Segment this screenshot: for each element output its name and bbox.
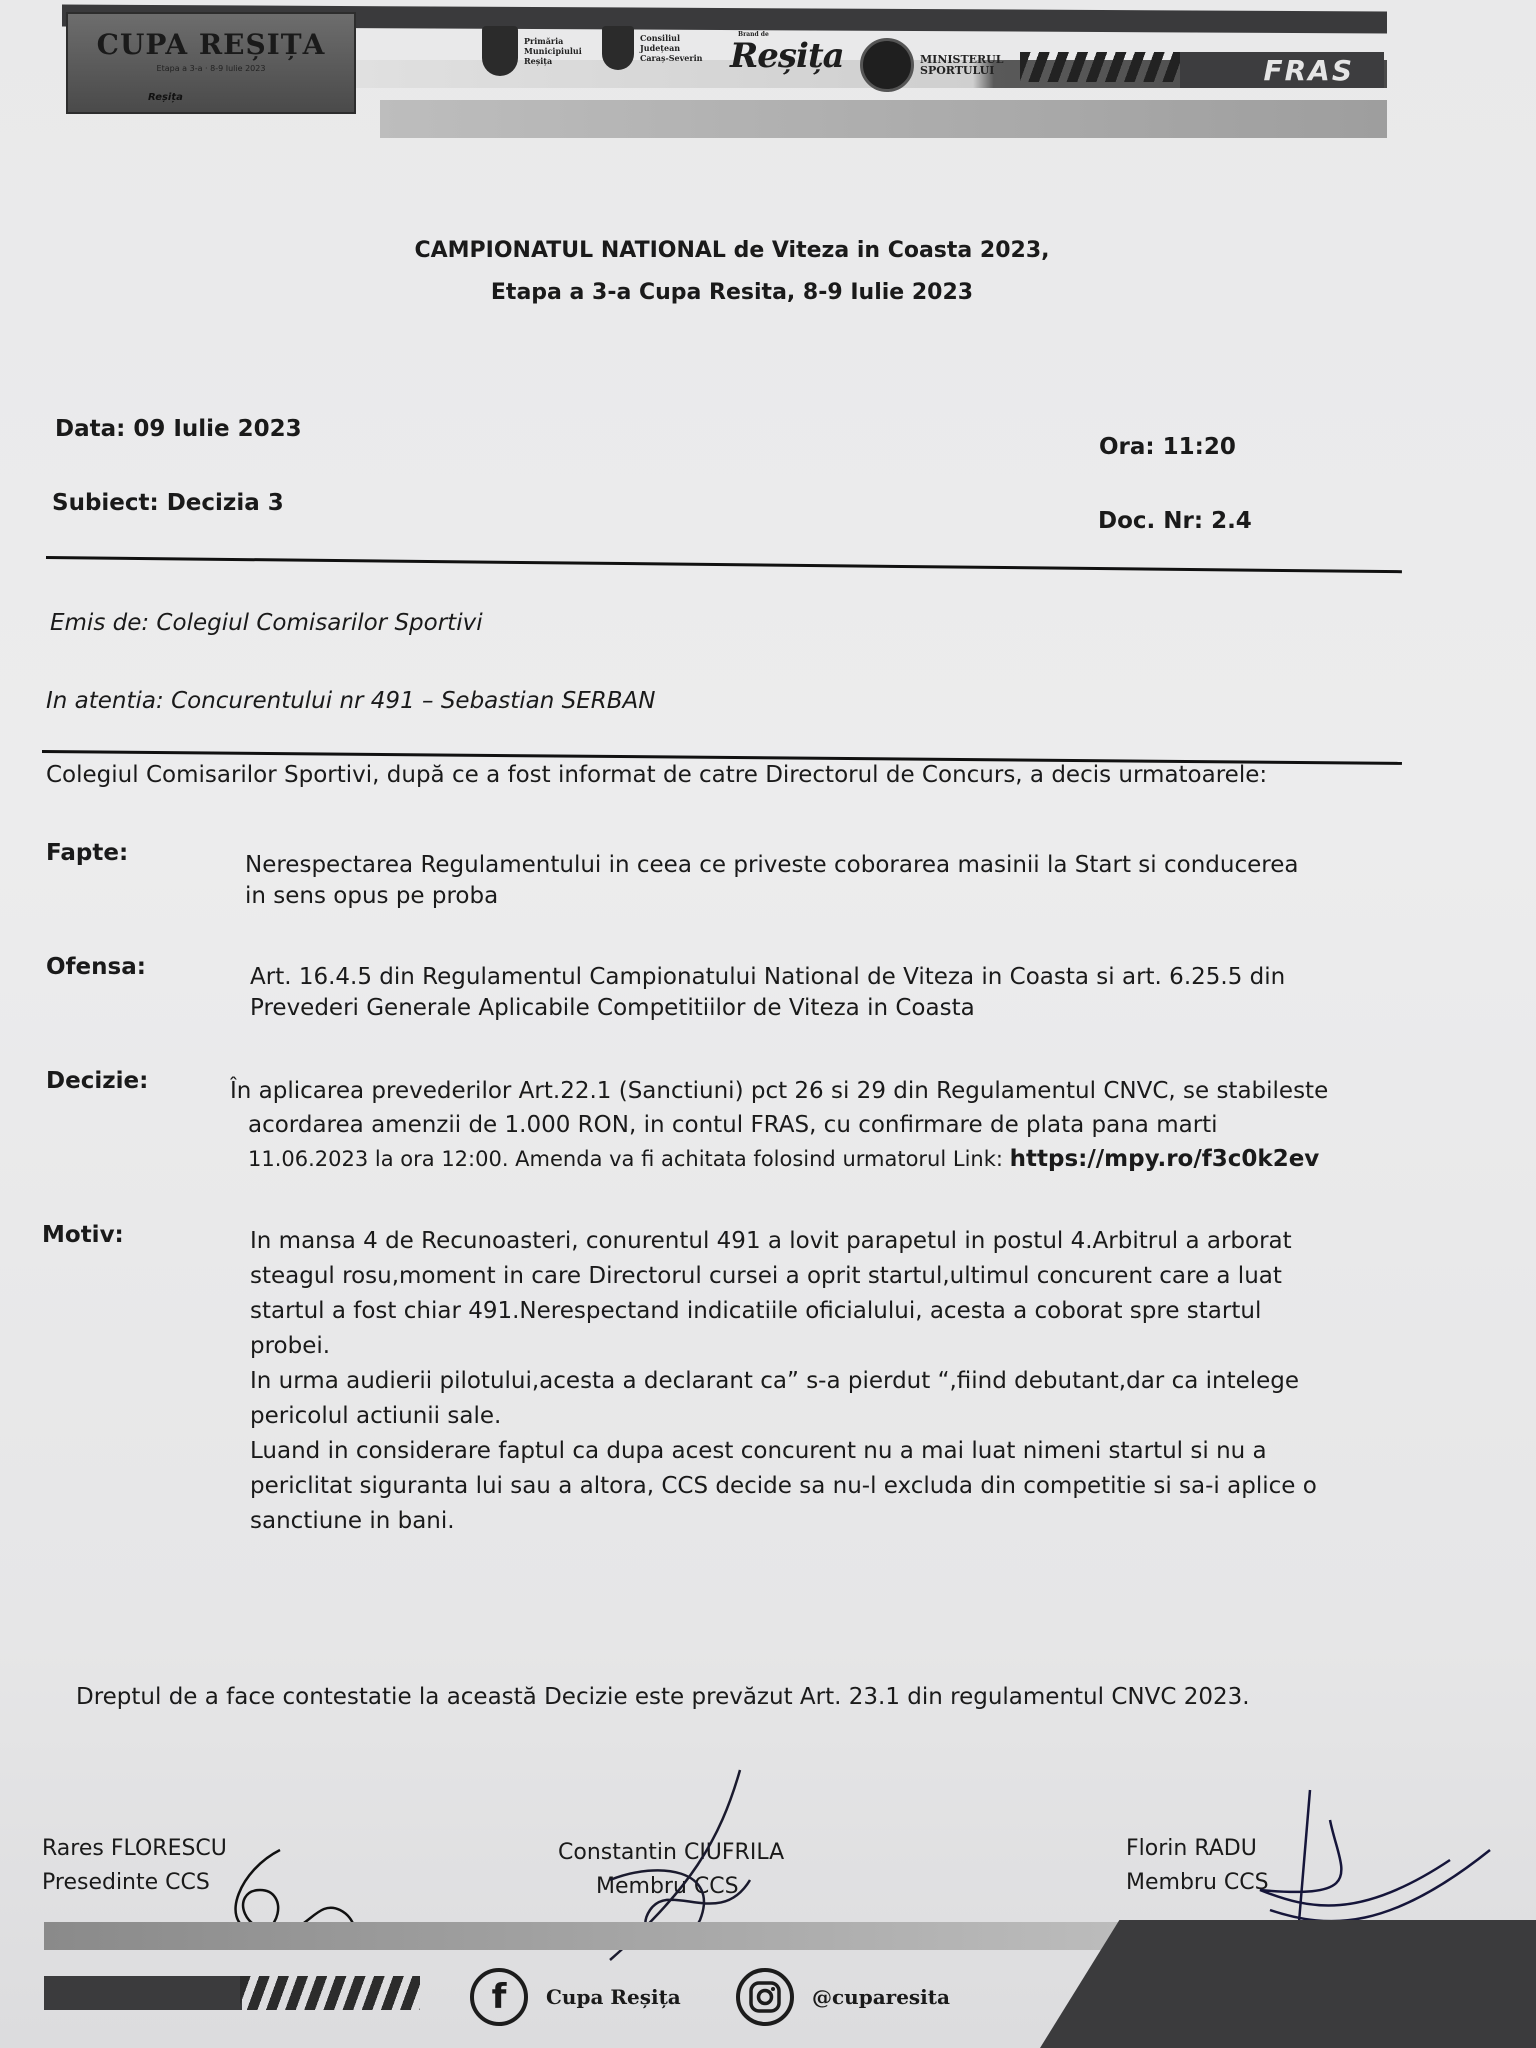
decizie-line: În aplicarea prevederilor Art.22.1 (Sanctiuni) pct 26 si 29 din Regulamentul CNVC, se stabileste [230,1078,1329,1104]
fras-logo-text: FRAS [1263,54,1354,87]
payment-link[interactable]: https://mpy.ro/f3c0k2ev [1009,1146,1320,1172]
logo-title: CUPA REȘIȚA [96,28,326,61]
divider-1 [46,556,1402,573]
sponsor-brand-resita [730,31,844,76]
sponsor-consiliul [602,26,702,70]
signer-name: Constantin CIUFRILA [558,1840,785,1865]
sponsor-primaria [482,26,582,76]
fras-logo [1180,52,1384,88]
motiv-line: Luand in considerare faptul ca dupa acest concurent nu a mai luat nimeni startul si nu a [250,1438,1267,1464]
facebook-handle: Cupa Reșița [546,1985,681,2009]
logo-marks: Reșița [148,92,183,103]
motiv-line: startul a fost chiar 491.Nerespectand indicatiile oficialului, acesta a coborat spre startul [250,1298,1262,1324]
attention-to: In atentia: Concurentului nr 491 – Sebastian SERBAN [46,688,656,714]
primaria-crest-icon [482,26,518,76]
appeal-right-text: Dreptul de a face contestatie la această Decizie este prevăzut Art. 23.1 din regulamentul CNVC 2023. [76,1684,1250,1710]
logo-subtitle: Etapa a 3-a · 8-9 Iulie 2023 [156,64,266,73]
instagram-handle: @cuparesita [812,1985,950,2009]
brand-resita-text: Reșița [730,36,844,76]
signer-name: Florin RADU [1126,1836,1257,1861]
doc-subject: Subiect: Decizia 3 [52,490,284,516]
ministerul-text: MINISTERUL SPORTULUI [920,53,1004,77]
decizie-label: Decizie: [46,1068,149,1094]
signer-role: Membru CCS [596,1874,739,1899]
motiv-line: In mansa 4 de Recunoasteri, conurentul 491 a lovit parapetul in postul 4.Arbitrul a arborat [250,1228,1292,1254]
motiv-line: pericolul actiunii sale. [250,1403,502,1429]
ministerul-seal-icon [860,38,914,92]
motiv-line: steagul rosu,moment in care Directorul cursei a oprit startul,ultimul concurent care a luat [250,1263,1282,1289]
motiv-line: In urma audierii pilotului,acesta a declarant ca” s-a pierdut “,fiind debutant,dar ca intelege [250,1368,1300,1394]
decizie-line: acordarea amenzii de 1.000 RON, in contul FRAS, cu confirmare de plata pana marti [248,1112,1218,1138]
doc-number: Doc. Nr: 2.4 [1098,508,1252,534]
decizie-line [230,1142,1328,1176]
signature-block-member2 [1126,1832,1269,1900]
facebook-link[interactable] [470,1968,681,2026]
motiv-line: periclitat siguranta lui sau a altora, CCS decide sa nu-l excluda din competitie si sa-i aplice o [250,1473,1317,1499]
fapte-line: in sens opus pe proba [245,883,499,909]
ofensa-label: Ofensa: [46,954,146,980]
footer-dark-band [1040,1920,1536,2048]
ofensa-text [250,962,1285,1024]
motiv-line: probei. [250,1333,331,1359]
signer-name: Rares FLORESCU [42,1836,227,1861]
ofensa-line: Art. 16.4.5 din Regulamentul Campionatului National de Viteza in Coasta si art. 6.25.5 din [250,964,1286,990]
intro-text: Colegiul Comisarilor Sportivi, după ce a fost informat de catre Directorul de Concurs, a decis urmatoarele: [46,762,1268,788]
doc-title-line1: CAMPIONATUL NATIONAL de Viteza in Coasta 2023, [414,238,1050,263]
instagram-icon [736,1968,794,2026]
consiliul-crest-icon [602,26,634,70]
signer-role: Membru CCS [1126,1870,1269,1895]
sponsor-ministerul [860,38,1004,92]
sponsor-primaria-text: Primăria Municipiului Reșița [524,36,582,66]
doc-time: Ora: 11:20 [1099,434,1236,460]
instagram-link[interactable] [736,1968,950,2026]
decizie-line-text: 11.06.2023 la ora 12:00. Amenda va fi achitata folosind urmatorul Link: [248,1147,1010,1171]
issued-by: Emis de: Colegiul Comisarilor Sportivi [50,610,483,636]
doc-title-line2: Etapa a 3-a Cupa Resita, 8-9 Iulie 2023 [490,280,974,305]
cupa-resita-logo [66,12,356,114]
brand-resita-pre: Brand de [738,31,769,38]
header-light-band [380,100,1387,138]
ofensa-line: Prevederi Generale Aplicabile Competitiilor de Viteza in Coasta [250,995,975,1021]
fapte-text [245,850,1298,912]
signer-role: Presedinte CCS [42,1870,210,1895]
motiv-line: sanctiune in bani. [250,1508,455,1534]
decizie-text [230,1074,1328,1176]
fapte-line: Nerespectarea Regulamentului in ceea ce priveste coborarea masinii la Start si conducerea [245,852,1299,878]
facebook-icon: f [470,1968,528,2026]
footer-stripes [240,1976,420,2010]
footer-light-band [44,1922,1144,1950]
fapte-label: Fapte: [46,840,129,866]
header-stripes [1020,52,1180,82]
motiv-label: Motiv: [42,1222,124,1248]
motiv-text [250,1224,1317,1539]
doc-date: Data: 09 Iulie 2023 [55,416,302,442]
sponsor-consiliul-text: Consiliul Județean Caraș-Severin [640,33,703,63]
